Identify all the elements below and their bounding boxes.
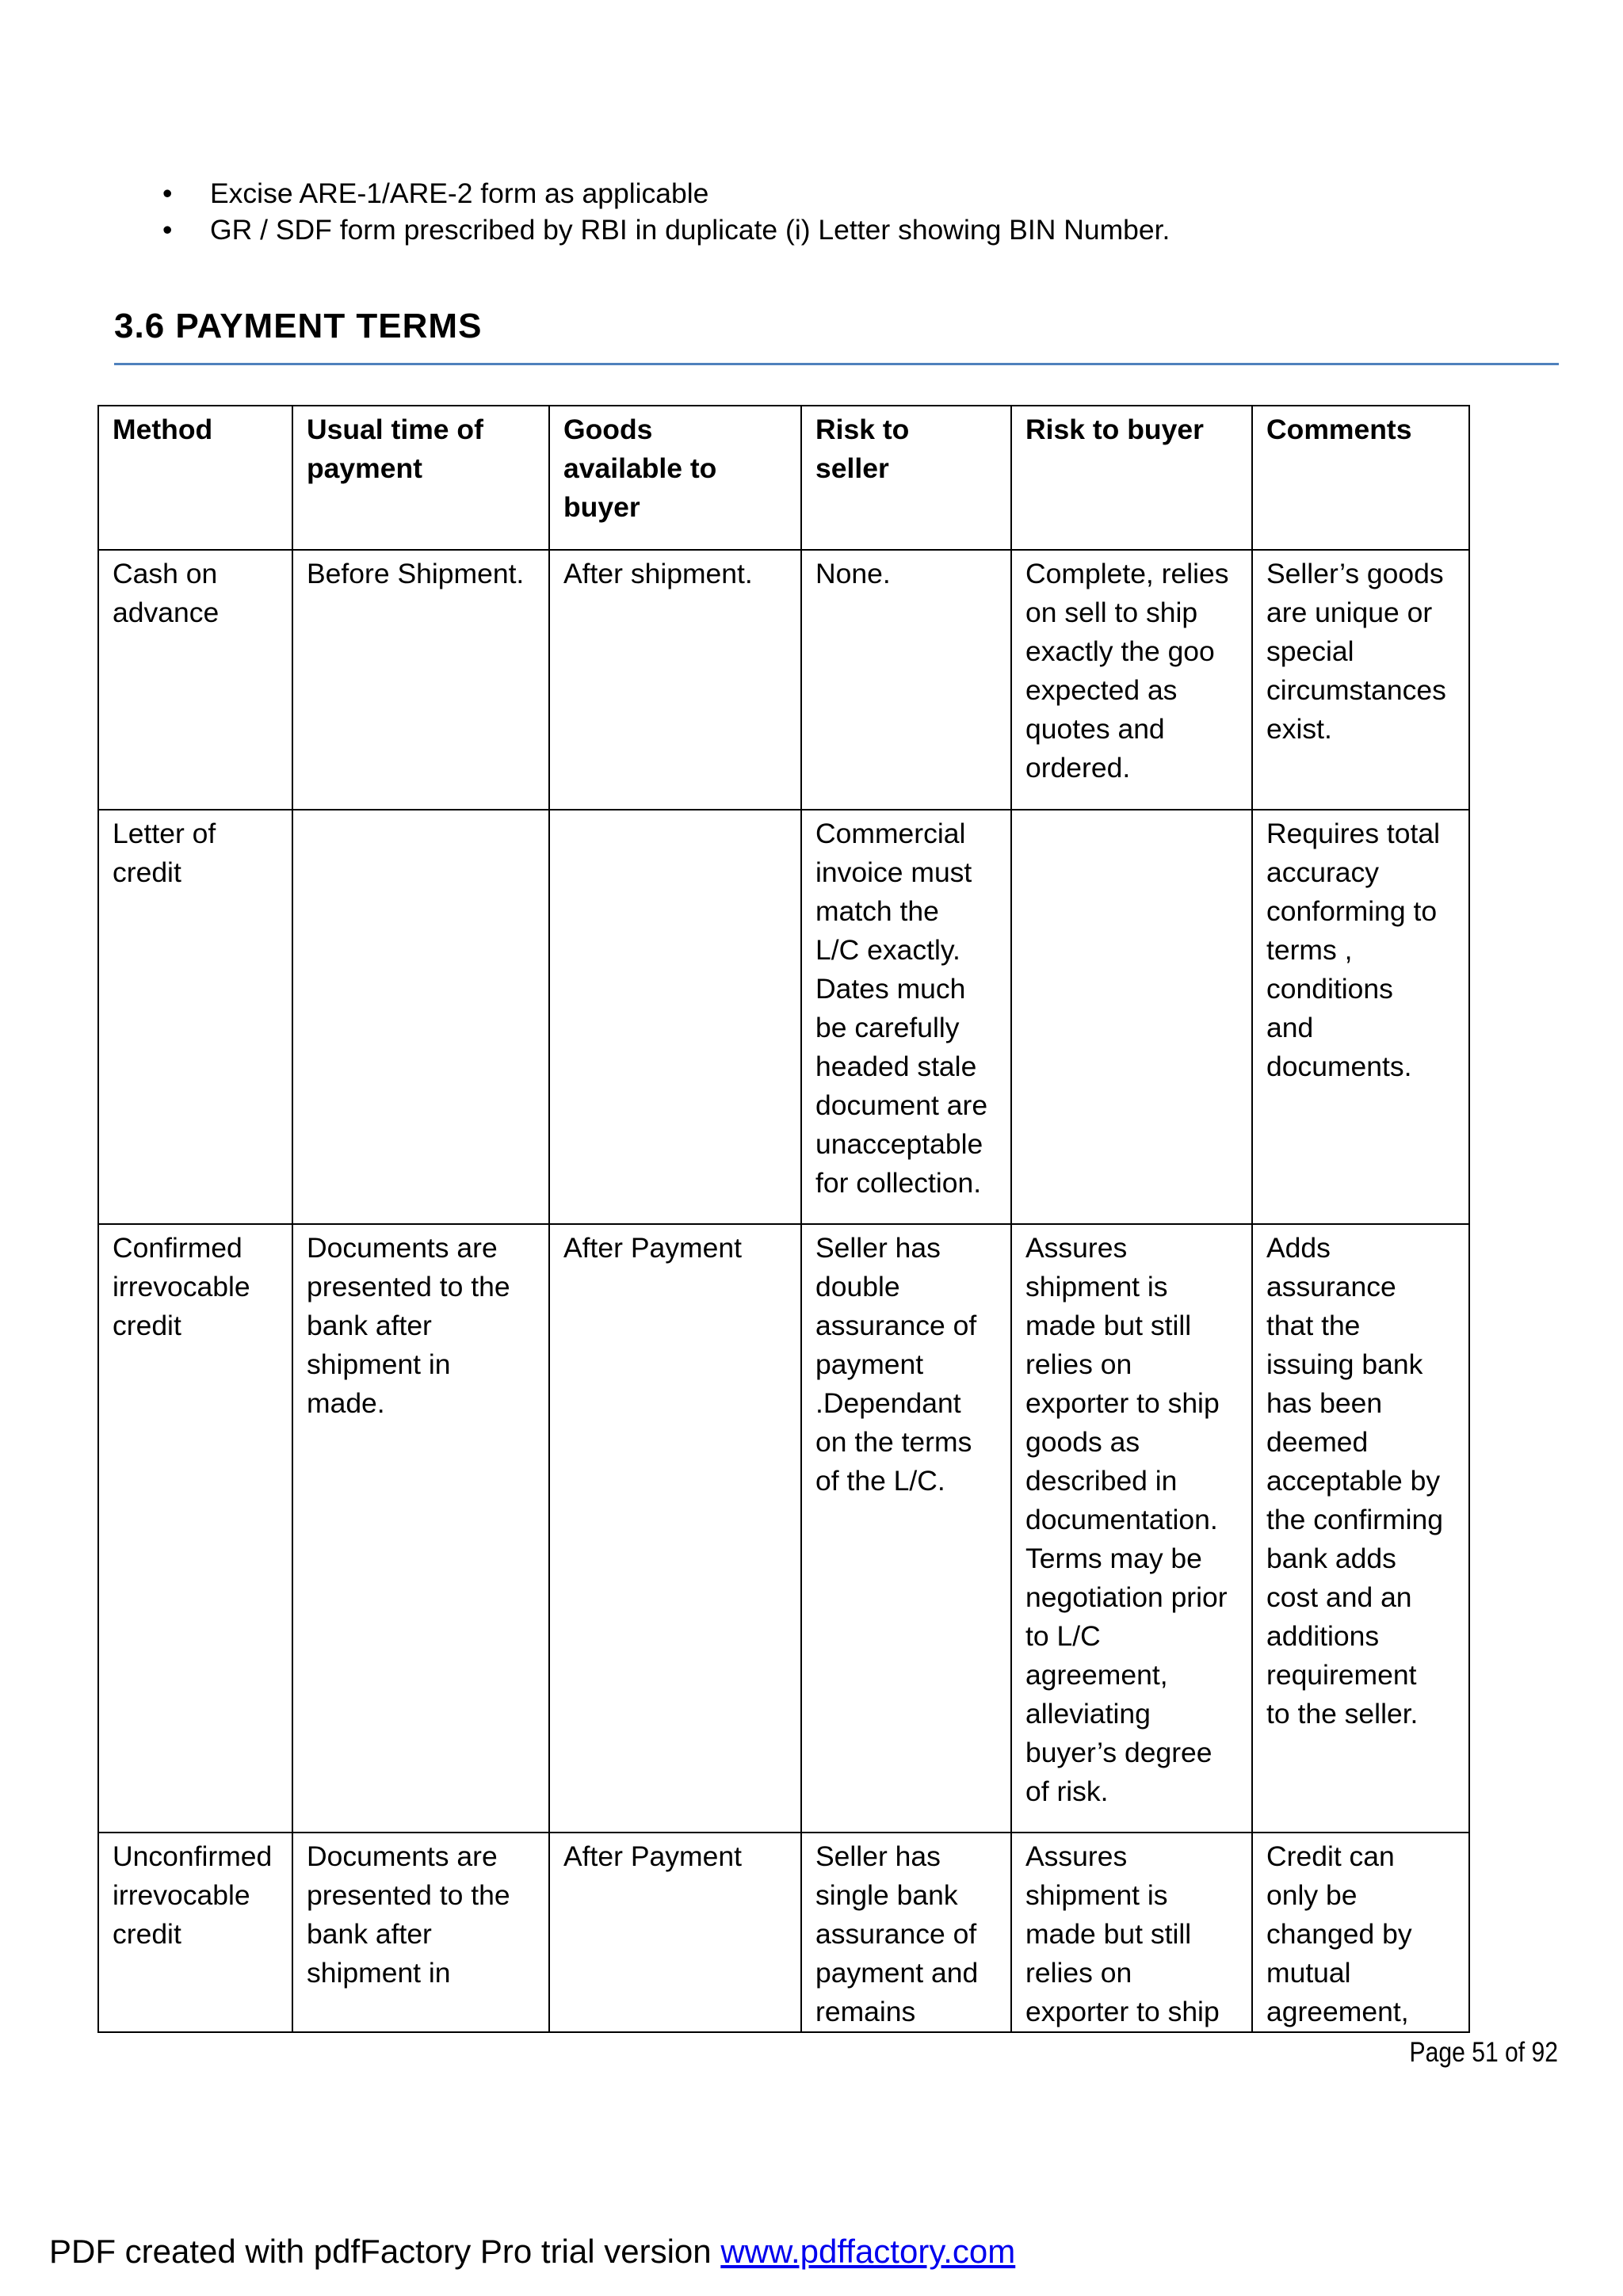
table-header-row [98,406,1469,550]
header-goods-available-to-buyer: Goods available to buyer [549,406,801,550]
table-cell: Cash on advance [98,550,292,810]
table-cell: Seller has single bank assurance of payment and remains [801,1833,1011,2032]
table-cell: Unconfirmed irrevocable credit [98,1833,292,2032]
table-cell: Assures shipment is made but still relies on exporter to ship [1011,1833,1252,2032]
bullet-list [162,175,1170,248]
table-cell: Complete, relies on sell to ship exactly the goo expected as quotes and ordered. [1011,550,1252,810]
table-cell: After Payment [549,1224,801,1833]
table-cell: After shipment. [549,550,801,810]
heading-underline [114,363,1559,365]
table-row [98,1224,1469,1833]
header-comments: Comments [1252,406,1469,550]
pdffactory-link[interactable]: www.pdffactory.com [720,2233,1016,2270]
page-number: Page 51 of 92 [1409,2037,1558,2068]
section-heading: 3.6 PAYMENT TERMS [114,307,483,345]
table-cell: Seller has double assurance of payment .Dependant on the terms of the L/C. [801,1224,1011,1833]
table-cell: After Payment [549,1833,801,2032]
table-cell: Confirmed irrevocable credit [98,1224,292,1833]
table-cell: Letter of credit [98,810,292,1224]
header-usual-time-of-payment: Usual time of payment [292,406,549,550]
table-cell [1011,810,1252,1224]
table-cell: Seller’s goods are unique or special circumstances exist. [1252,550,1469,810]
header-method: Method [98,406,292,550]
pdf-footer [49,2233,1015,2271]
table-cell [549,810,801,1224]
header-risk-to-buyer: Risk to buyer [1011,406,1252,550]
table-cell [292,810,549,1224]
header-risk-to-seller: Risk to seller [801,406,1011,550]
bullet-item [162,175,1170,212]
table-cell: Adds assurance that the issuing bank has been deemed acceptable by the confirming bank adds cost and an additions requirement to the seller. [1252,1224,1469,1833]
table-cell: Documents are presented to the bank after shipment in made. [292,1224,549,1833]
table-row [98,810,1469,1224]
bullet-icon: • [162,214,173,246]
table-row [98,550,1469,810]
table-cell: Documents are presented to the bank after shipment in [292,1833,549,2032]
payment-terms-table [97,405,1470,2033]
bullet-text: Excise ARE-1/ARE-2 form as applicable [210,177,709,209]
table-cell: Commercial invoice must match the L/C exactly. Dates much be carefully headed stale document are unacceptable for collection. [801,810,1011,1224]
table-cell: None. [801,550,1011,810]
bullet-item [162,212,1170,248]
table-cell: Credit can only be changed by mutual agreement, [1252,1833,1469,2032]
table-cell: Requires total accuracy conforming to terms , conditions and documents. [1252,810,1469,1224]
table-row [98,1833,1469,2032]
table-cell: Before Shipment. [292,550,549,810]
bullet-icon: • [162,177,173,209]
bullet-text: GR / SDF form prescribed by RBI in duplicate (i) Letter showing BIN Number. [210,214,1170,246]
footer-text: PDF created with pdfFactory Pro trial version [49,2233,721,2270]
table-cell: Assures shipment is made but still relies on exporter to ship goods as described in documentation. Terms may be negotiation prior to L/C agreement, alleviating buyer’s degree of risk. [1011,1224,1252,1833]
